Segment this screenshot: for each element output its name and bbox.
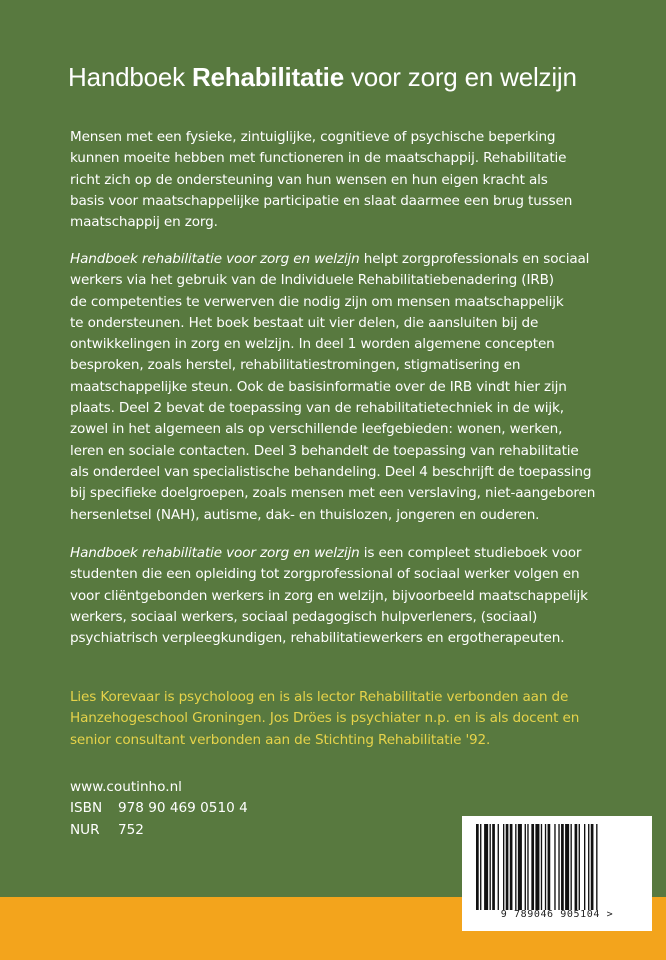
barcode-bar — [503, 824, 504, 910]
barcode-bar — [492, 824, 495, 910]
barcode-bar — [498, 824, 499, 910]
barcode — [462, 816, 652, 931]
text-line — [70, 543, 630, 564]
barcode-bar — [565, 824, 569, 910]
barcode-bar — [535, 824, 539, 910]
text-line — [70, 249, 630, 270]
isbn-row — [70, 798, 248, 819]
audience-paragraph — [70, 543, 630, 649]
text-line: besproken, zoals herstel, rehabilitatiestromingen, stigmatisering en — [70, 357, 521, 374]
text-line: senior consultant verbonden aan de Stichting Rehabilitatie '92. — [70, 731, 491, 748]
intro-paragraph — [70, 127, 630, 233]
barcode-bars — [472, 824, 642, 910]
text-line: studenten die een opleiding tot zorgprofessional of sociaal werker volgen en — [70, 566, 580, 583]
barcode-bar — [476, 824, 479, 910]
text-fragment: is een compleet studieboek voor — [359, 545, 582, 561]
title-part-3: voor zorg en welzijn — [343, 62, 577, 92]
barcode-bar — [541, 824, 542, 910]
isbn-label: ISBN — [70, 800, 103, 817]
barcode-bar — [596, 824, 597, 910]
text-fragment: helpt zorgprofessionals en sociaal — [359, 251, 590, 267]
book-title-italic: Handboek rehabilitatie voor zorg en welzijn — [70, 251, 360, 267]
barcode-bar — [591, 824, 594, 910]
barcode-bar — [490, 824, 491, 910]
text-line: maatschappij en zorg. — [70, 214, 218, 231]
barcode-bar — [510, 824, 513, 910]
publication-info — [70, 777, 248, 841]
text-line: te ondersteunen. Het boek bestaat uit vier delen, die aansluiten bij de — [70, 314, 539, 331]
text-line: werkers, sociaal werkers, sociaal pedagogisch hulpverleners, (sociaal) — [70, 608, 538, 625]
barcode-bar — [558, 824, 559, 910]
text-line: richt zich op de ondersteuning van hun wensen en hun eigen kracht als — [70, 171, 548, 188]
book-title-italic: Handboek rehabilitatie voor zorg en welzijn — [70, 545, 360, 561]
barcode-bar — [531, 824, 534, 910]
barcode-digits: 9 789046 905104 > — [500, 909, 614, 920]
text-line: leren en sociale contacten. Deel 3 behandelt de toepassing van rehabilitatie — [70, 442, 579, 459]
text-line: maatschappelijke steun. Ook de basisinformatie over de IRB vindt hier zijn — [70, 378, 567, 395]
text-line: bij specifieke doelgroepen, zoals mensen met een verslaving, niet-aangeboren — [70, 485, 596, 502]
text-line: Hanzehogeschool Groningen. Jos Dröes is psychiater n.p. en is als docent en — [70, 710, 580, 727]
barcode-bar — [588, 824, 589, 910]
barcode-bar — [515, 824, 516, 910]
barcode-bar — [548, 824, 551, 910]
barcode-bar — [506, 824, 509, 910]
text-line: plaats. Deel 2 bevat de toepassing van de rehabilitatietechniek in de wijk, — [70, 400, 564, 417]
text-line: zowel in het algemeen als op verschillende leefgebieden: wonen, werken, — [70, 421, 563, 438]
barcode-bar — [571, 824, 572, 910]
nur-value: 752 — [118, 821, 144, 838]
text-line: basis voor maatschappelijke participatie en slaat daarmee een brug tussen — [70, 192, 573, 209]
nur-label: NUR — [70, 821, 100, 838]
barcode-bar — [480, 824, 481, 910]
barcode-bar — [584, 824, 585, 910]
text-line: hersenletsel (NAH), autisme, dak- en thuislozen, jongeren en ouderen. — [70, 506, 540, 523]
title-part-1: Handboek — [68, 62, 192, 92]
book-title — [68, 62, 648, 93]
barcode-bar — [575, 824, 578, 910]
barcode-bar — [484, 824, 488, 910]
text-line: voor cliëntgebonden werkers in zorg en welzijn, bijvoorbeeld maatschappelijk — [70, 587, 588, 604]
text-line: ontwikkelingen in zorg en welzijn. In deel 1 worden algemene concepten — [70, 336, 555, 353]
isbn-value: 978 90 469 0510 4 — [118, 800, 248, 817]
author-info — [70, 687, 630, 751]
barcode-bar — [545, 824, 546, 910]
title-part-2-bold: Rehabilitatie — [191, 62, 344, 92]
content-paragraph — [70, 249, 630, 526]
barcode-bar — [579, 824, 580, 910]
text-line: de competenties te verwerven die nodig zijn om mensen maatschappelijk — [70, 293, 564, 310]
text-line: Lies Korevaar is psycholoog en is als lector Rehabilitatie verbonden aan de — [70, 689, 569, 705]
text-line: Mensen met een fysieke, zintuiglijke, cognitieve of psychische beperking — [70, 129, 556, 145]
text-line: werkers via het gebruik van de Individuele Rehabilitatiebenadering (IRB) — [70, 272, 554, 289]
barcode-bar — [527, 824, 528, 910]
text-line: kunnen moeite hebben met functioneren in de maatschappij. Rehabilitatie — [70, 150, 567, 167]
barcode-bar — [554, 824, 555, 910]
website-url: www.coutinho.nl — [70, 779, 182, 795]
text-line: als onderdeel van specialistische behandeling. Deel 4 beschrijft de toepassing — [70, 463, 592, 480]
nur-row — [70, 820, 248, 841]
text-line: psychiatrisch verpleegkundigen, rehabilitatiewerkers en ergotherapeuten. — [70, 630, 565, 647]
barcode-bar — [525, 824, 526, 910]
barcode-bar — [561, 824, 564, 910]
barcode-bar — [518, 824, 522, 910]
